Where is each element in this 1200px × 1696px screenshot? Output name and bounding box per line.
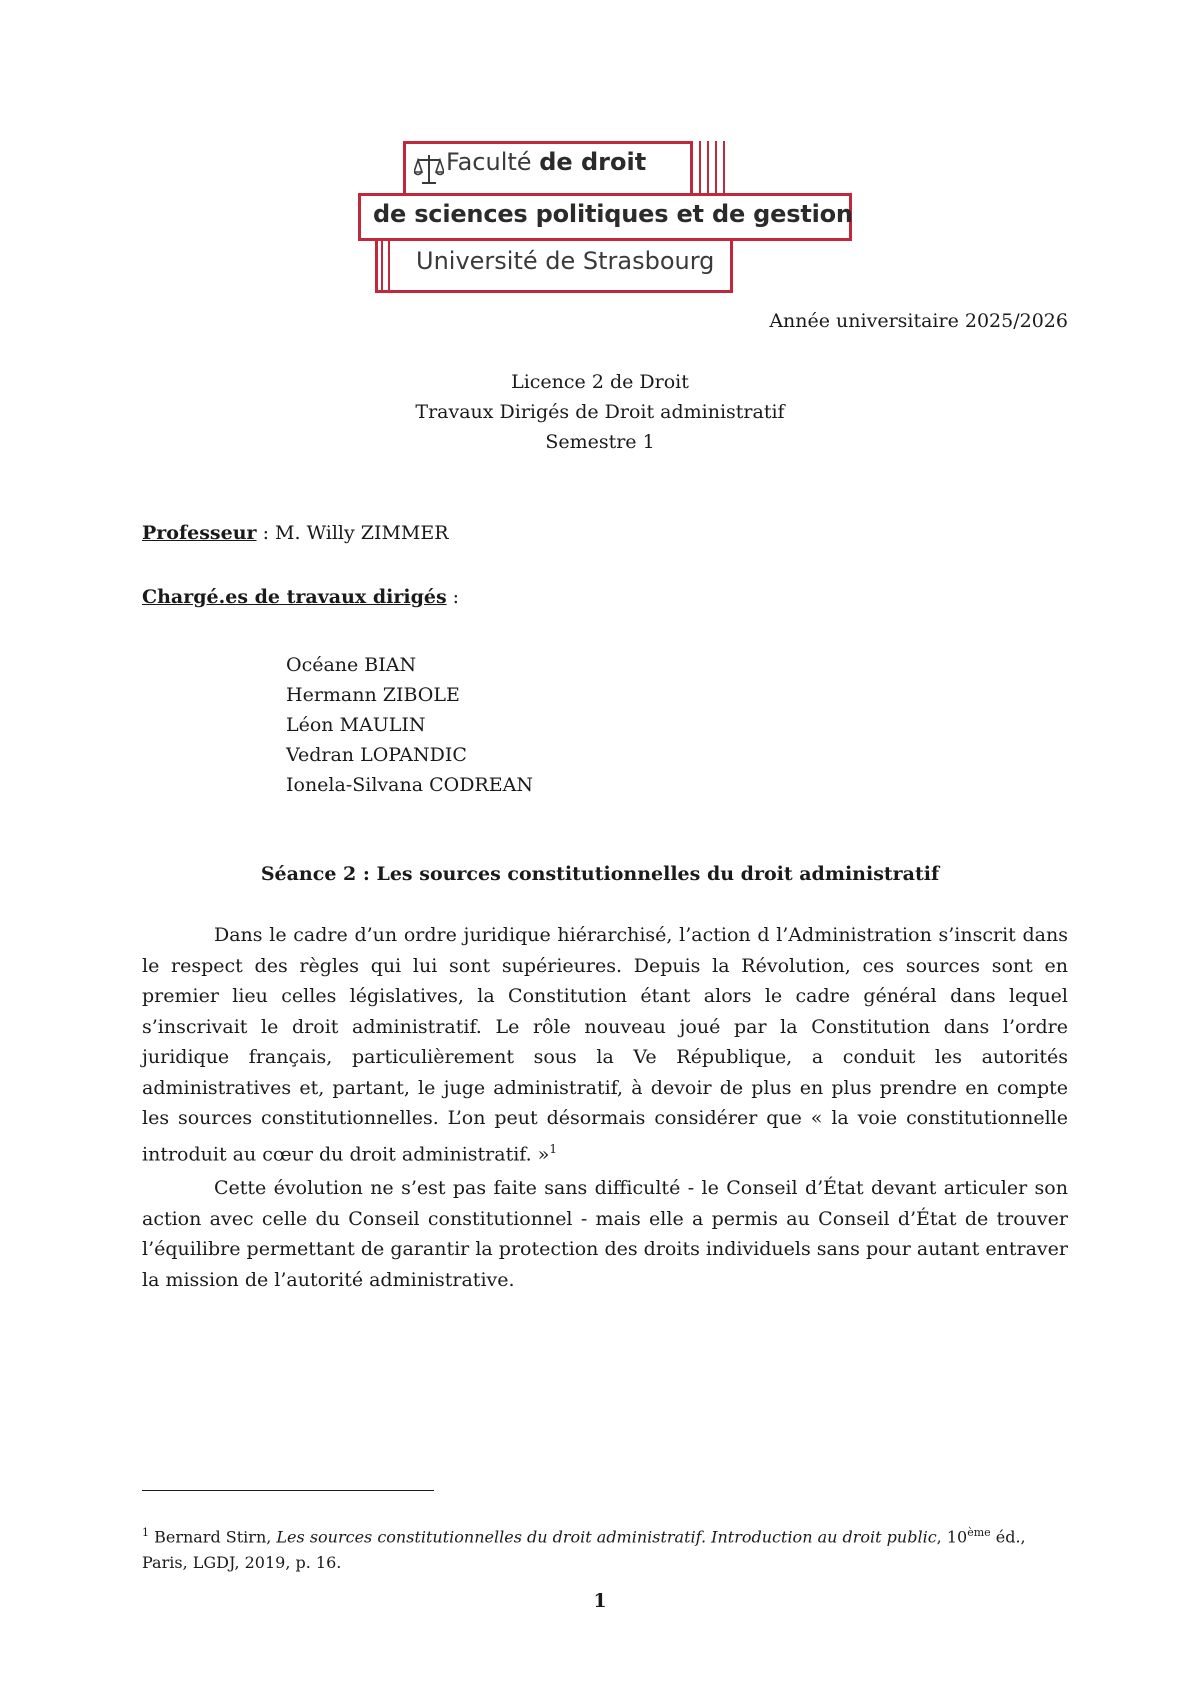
tutor-name: Vedran LOPANDIC	[286, 744, 467, 766]
semester-line: Semestre 1	[545, 431, 655, 453]
course-line: Travaux Dirigés de Droit administratif	[415, 401, 785, 423]
academic-year: Année universitaire 2025/2026	[769, 310, 1068, 332]
professor-sep: :	[256, 522, 276, 544]
logo-text-sciences: de sciences politiques et de gestion	[373, 200, 853, 228]
logo-decor-bars	[378, 241, 396, 290]
scales-of-justice-icon	[414, 152, 444, 186]
paragraph-2: Cette évolution ne s’est pas faite sans difficulté - le Conseil d’État devant articuler son action avec celle du Conseil constitutionnel - mais elle a permis au Conseil d’État de trouver l’équilibre permettant de garantir la protection des droits individuels sans pour autant entraver la mission de l’autorité administrative.	[142, 1177, 1068, 1291]
tutor-name: Hermann ZIBOLE	[286, 684, 460, 706]
logo-text-universite: Université de Strasbourg	[416, 247, 715, 275]
tutors-sep: :	[446, 586, 460, 608]
footnote-ref[interactable]: 1	[549, 1141, 557, 1156]
footnote-edition: , 10	[936, 1527, 968, 1547]
tutors-list	[286, 650, 533, 800]
footnote-number: 1	[142, 1526, 149, 1539]
body-text	[142, 920, 1068, 1295]
professor-label: Professeur	[142, 522, 257, 544]
tutors-label: Chargé.es de travaux dirigés	[142, 586, 447, 608]
footnote-edition-sup: ème	[967, 1526, 991, 1539]
logo-row-3	[375, 241, 733, 293]
tutor-name: Océane BIAN	[286, 654, 417, 676]
professor-line	[142, 522, 449, 544]
logo-decor-bars	[698, 141, 728, 193]
course-header	[0, 367, 1200, 457]
faculty-logo	[358, 141, 858, 304]
footnote	[142, 1520, 1068, 1576]
footnote-title: Les sources constitutionnelles du droit administratif. Introduction au droit public	[276, 1527, 937, 1547]
page-number: 1	[593, 1590, 607, 1612]
footnote-separator	[142, 1490, 434, 1491]
paragraph-1	[142, 920, 1068, 1169]
degree-line: Licence 2 de Droit	[511, 371, 689, 393]
footnote-rest: éd., Paris, LGDJ, 2019, p. 16.	[142, 1527, 1026, 1573]
tutors-line	[142, 586, 459, 608]
logo-text-faculte: Faculté de droit	[446, 148, 647, 176]
tutor-name: Ionela-Silvana CODREAN	[286, 774, 533, 796]
seance-title: Séance 2 : Les sources constitutionnelles du droit administratif	[260, 863, 940, 885]
paragraph-1-text: Dans le cadre d’un ordre juridique hiérarchisé, l’action d l’Administration s’inscrit dans le respect des règles qui lui sont supérieures. Depuis la Révolution, ces sources sont en premier lieu celles législatives, la Constitution étant alors le cadre général dans lequel s’inscrivait le droit administratif. Le rôle nouveau joué par la Constitution dans l’ordre juridique français, particulièrement sous la Ve République, a conduit les autorités administratives et, partant, le juge administratif, à devoir de plus en plus prendre en compte les sources constitutionnelles. L’on peut désormais considérer que « la voie constitutionnelle introduit au cœur du droit administratif. »	[142, 924, 1068, 1165]
logo-row-2	[358, 193, 852, 241]
footnote-author: Bernard Stirn,	[149, 1527, 277, 1547]
tutor-name: Léon MAULIN	[286, 714, 426, 736]
professor-name: M. Willy ZIMMER	[275, 522, 449, 544]
